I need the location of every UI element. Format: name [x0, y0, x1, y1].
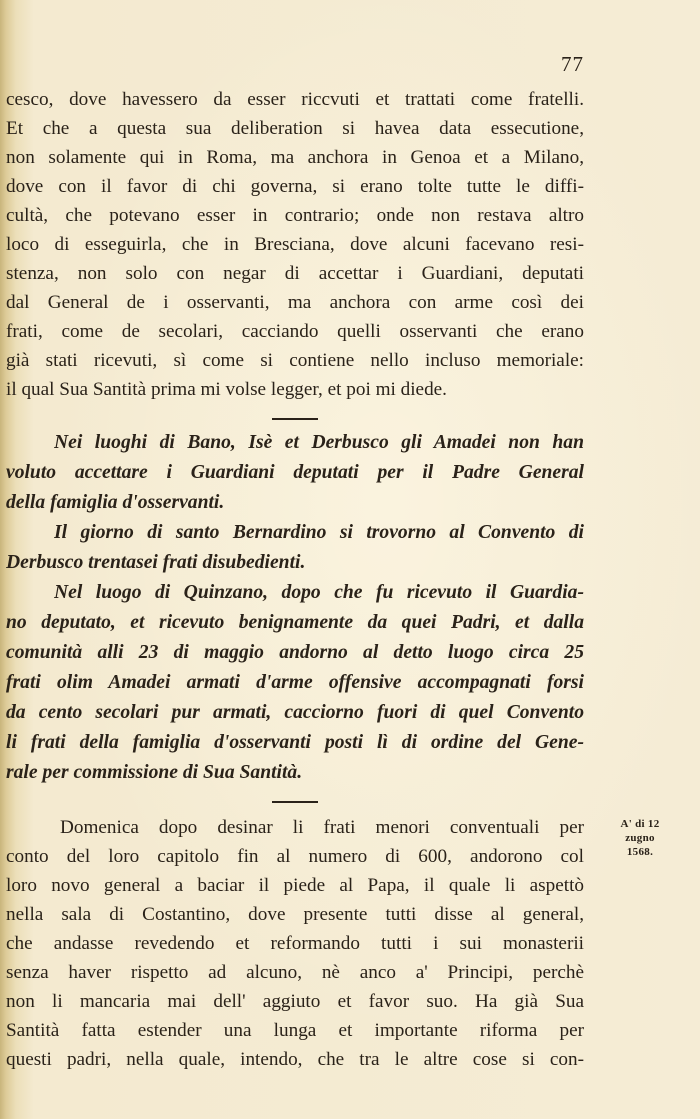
italic-line: Derbusco trentasei frati disubedienti.	[6, 552, 306, 573]
text-line: stenza, non solo con negar di accettar i Guardiani, deputati	[6, 263, 584, 284]
italic-line: li frati della famiglia d'osservanti posti lì di ordine del Gene-	[6, 732, 584, 753]
text-line: non li mancaria mai dell' aggiuto et favor suo. Ha già Sua	[6, 991, 584, 1012]
text-line: Et che a questa sua deliberation si havea data essecutione,	[6, 118, 584, 139]
text-line: Santità fatta estender una lunga et importante riforma per	[6, 1020, 584, 1041]
italic-line: da cento secolari pur armati, cacciorno fuori di quel Convento	[6, 702, 584, 723]
italic-line: Il giorno di santo Bernardino si trovorno al Convento di	[54, 522, 584, 543]
text-line: dal General de i osservanti, ma anchora con arme così dei	[6, 292, 584, 313]
text-line: non solamente qui in Roma, ma anchora in Genoa et a Milano,	[6, 147, 584, 168]
text-line: questi padri, nella quale, intendo, che tra le altre cose si con-	[6, 1049, 584, 1070]
italic-line: voluto accettare i Guardiani deputati per il Padre General	[6, 462, 584, 483]
margin-note-line: zugno	[625, 832, 655, 844]
text-line: frati, come de secolari, cacciando quelli osservanti che erano	[6, 321, 584, 342]
text-line: cultà, che potevano esser in contrario; onde non restava altro	[6, 205, 584, 226]
text-line: loco di esseguirla, che in Bresciana, dove alcuni facevano resi-	[6, 234, 584, 255]
italic-line: rale per commissione di Sua Santità.	[6, 762, 303, 783]
italic-line: della famiglia d'osservanti.	[6, 492, 225, 513]
page-number: 77	[561, 52, 584, 76]
text-line: cesco, dove havessero da esser riccvuti et trattati come fratelli.	[6, 89, 584, 110]
text-line: il qual Sua Santità prima mi volse legger, et poi mi diede.	[6, 379, 447, 400]
margin-date-note	[600, 817, 680, 859]
italic-line: comunità alli 23 di maggio andorno al detto luogo circa 25	[6, 642, 584, 663]
section-divider	[272, 801, 318, 803]
italic-line: Nei luoghi di Bano, Isè et Derbusco gli Amadei non han	[54, 432, 584, 453]
text-line: che andasse revedendo et reformando tutti i sui monasterii	[6, 933, 584, 954]
text-line: nella sala di Costantino, dove presente tutti disse al general,	[6, 904, 584, 925]
text-line: dove con il favor di chi governa, si erano tolte tutte le diffi-	[6, 176, 584, 197]
margin-note-line: 1568.	[626, 846, 654, 858]
italic-line: Nel luogo di Quinzano, dopo che fu ricevuto il Guardia-	[54, 582, 584, 603]
italic-line: frati olim Amadei armati d'arme offensive accompagnati forsi	[6, 672, 584, 693]
text-line: Domenica dopo desinar li frati menori conventuali per	[60, 817, 584, 838]
section-divider	[272, 418, 318, 420]
text-line: conto del loro capitolo fin al numero di 600, andorono col	[6, 846, 584, 867]
text-line: già stati ricevuti, sì come si contiene nello incluso memoriale:	[6, 350, 584, 371]
italic-line: no deputato, et ricevuto benignamente da quei Padri, et dalla	[6, 612, 584, 633]
text-line: senza haver rispetto ad alcuno, nè anco a' Principi, perchè	[6, 962, 584, 983]
text-line: loro novo general a baciar il piede al Papa, il quale li aspettò	[6, 875, 584, 896]
margin-note-line: A' di 12	[620, 818, 660, 830]
